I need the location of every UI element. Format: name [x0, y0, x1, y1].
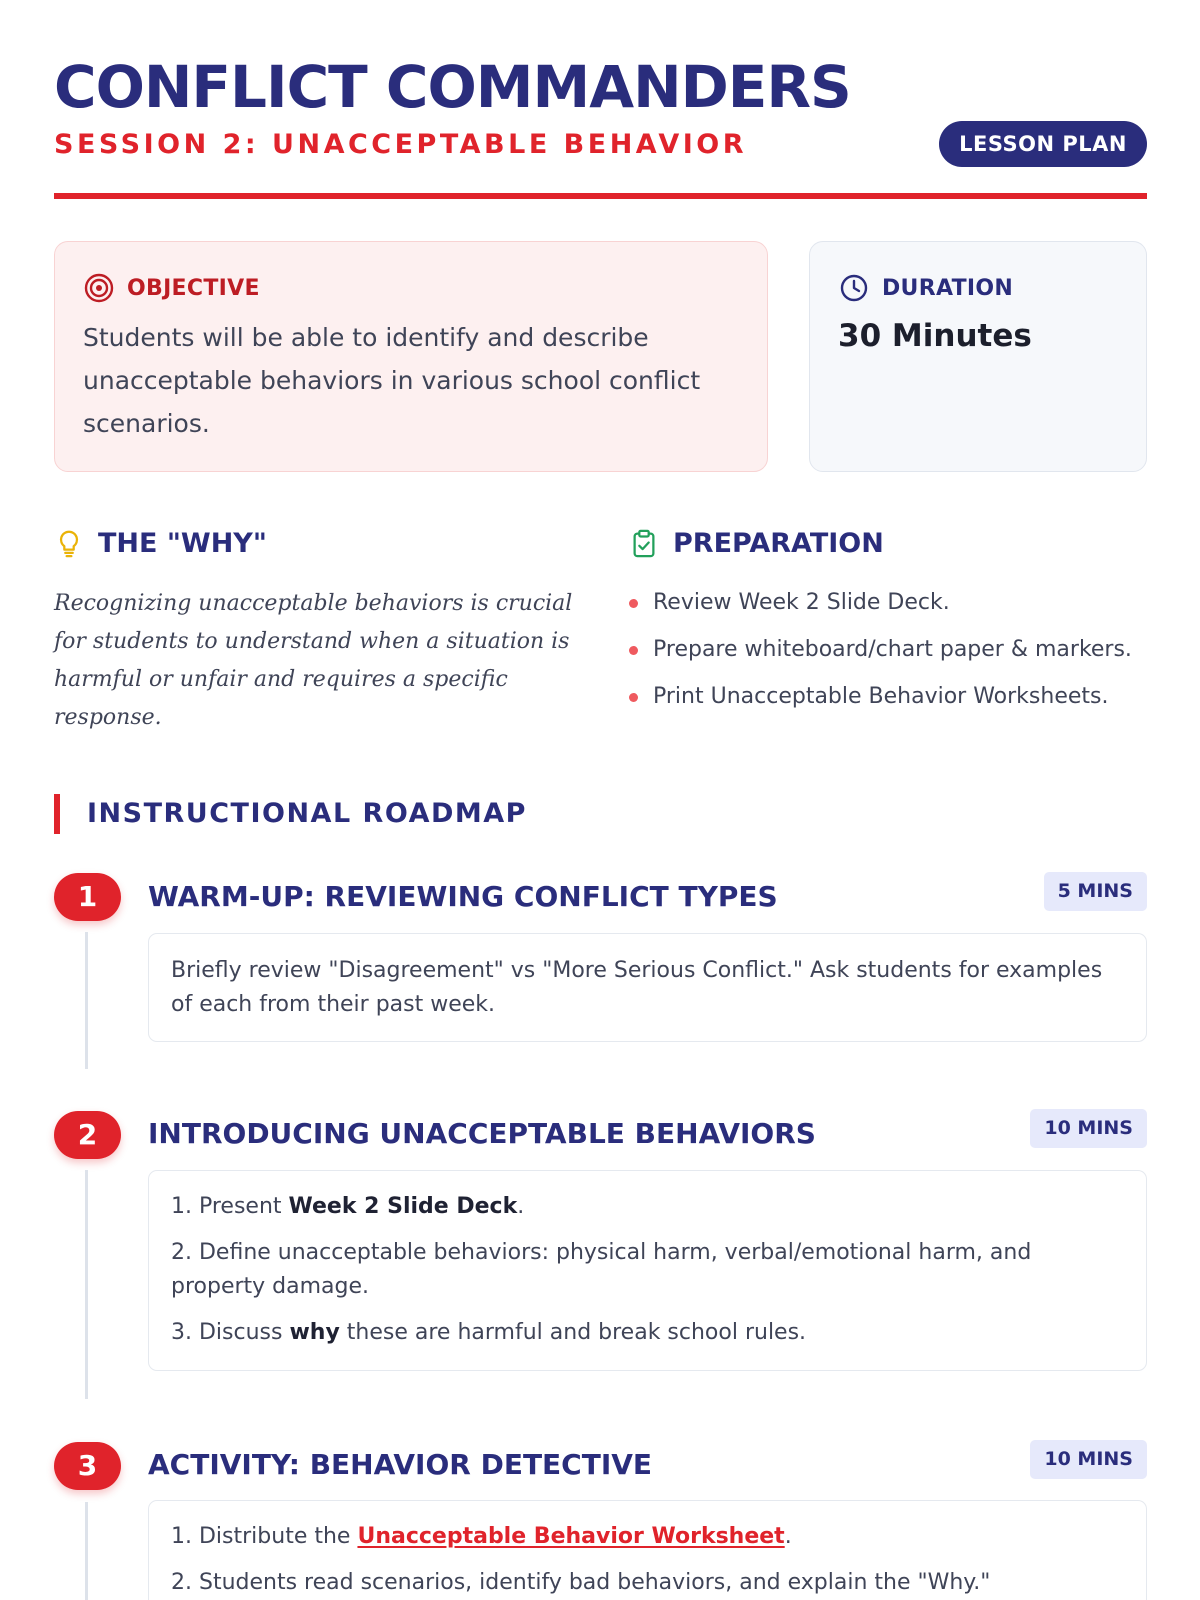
step-instruction: 3. Discuss why these are harmful and break school rules.: [171, 1320, 807, 1345]
header-divider: [54, 193, 1147, 199]
step-duration-badge: 10 MINS: [1030, 1440, 1147, 1479]
duration-label: DURATION: [882, 275, 1014, 301]
step-duration-badge: 5 MINS: [1044, 872, 1147, 911]
step-instruction: 1. Distribute the Unacceptable Behavior Worksheet.: [171, 1524, 792, 1549]
step-number-badge: 2: [54, 1111, 121, 1159]
step-instruction: 2. Define unacceptable behaviors: physical harm, verbal/emotional harm, and property damage.: [171, 1240, 1032, 1299]
timeline-connector: [85, 932, 88, 1069]
roadmap-title: INSTRUCTIONAL ROADMAP: [54, 794, 527, 834]
objective-text: Students will be able to identify and describe unacceptable behaviors in various school conflict scenarios.: [83, 323, 701, 438]
step-title: WARM-UP: REVIEWING CONFLICT TYPES: [148, 880, 778, 913]
step-title: INTRODUCING UNACCEPTABLE BEHAVIORS: [148, 1117, 816, 1150]
lesson-plan-page: [54, 0, 1147, 1600]
preparation-list: [629, 586, 1132, 727]
step-description: Briefly review "Disagreement" vs "More Serious Conflict." Ask students for examples of each from their past week.: [171, 958, 1103, 1017]
objective-card: [54, 241, 768, 472]
list-item: Review Week 2 Slide Deck.: [629, 586, 1132, 633]
duration-value: 30 Minutes: [838, 318, 1032, 354]
step-card: [148, 1500, 1147, 1600]
objective-label: OBJECTIVE: [127, 275, 260, 301]
step-duration-badge: 10 MINS: [1030, 1109, 1147, 1148]
timeline-connector: [85, 1170, 88, 1399]
clipboard-check-icon: [629, 526, 659, 560]
duration-header: [838, 272, 1013, 304]
objective-header: [83, 272, 260, 304]
bullet-icon: [629, 693, 638, 702]
step-number-badge: 3: [54, 1442, 121, 1490]
step-number-badge: 1: [54, 873, 121, 921]
step-card: [148, 1170, 1147, 1371]
list-item: Prepare whiteboard/chart paper & markers.: [629, 633, 1132, 680]
why-label: THE "WHY": [98, 527, 267, 559]
bullet-icon: [629, 599, 638, 608]
step-instruction: 2. Students read scenarios, identify bad behaviors, and explain the "Why.": [171, 1570, 991, 1595]
why-header: [54, 526, 267, 560]
timeline-connector: [85, 1502, 88, 1600]
page-title: CONFLICT COMMANDERS: [54, 53, 851, 121]
step-card: [148, 933, 1147, 1042]
duration-card: [809, 241, 1147, 472]
preparation-label: PREPARATION: [673, 527, 884, 559]
bullet-icon: [629, 646, 638, 655]
clock-icon: [838, 272, 870, 304]
lightbulb-icon: [54, 526, 84, 560]
why-text: Recognizing unacceptable behaviors is crucial for students to understand when a situation is harmful or unfair and requires a specific response.: [54, 591, 573, 730]
preparation-header: [629, 526, 884, 560]
step-instruction: 1. Present Week 2 Slide Deck.: [171, 1194, 525, 1219]
worksheet-link[interactable]: Unacceptable Behavior Worksheet: [357, 1524, 785, 1549]
session-subtitle: SESSION 2: UNACCEPTABLE BEHAVIOR: [54, 129, 748, 160]
step-title: ACTIVITY: BEHAVIOR DETECTIVE: [148, 1448, 653, 1481]
target-icon: [83, 272, 115, 304]
lesson-plan-badge: LESSON PLAN: [939, 121, 1147, 167]
list-item: Print Unacceptable Behavior Worksheets.: [629, 680, 1132, 727]
